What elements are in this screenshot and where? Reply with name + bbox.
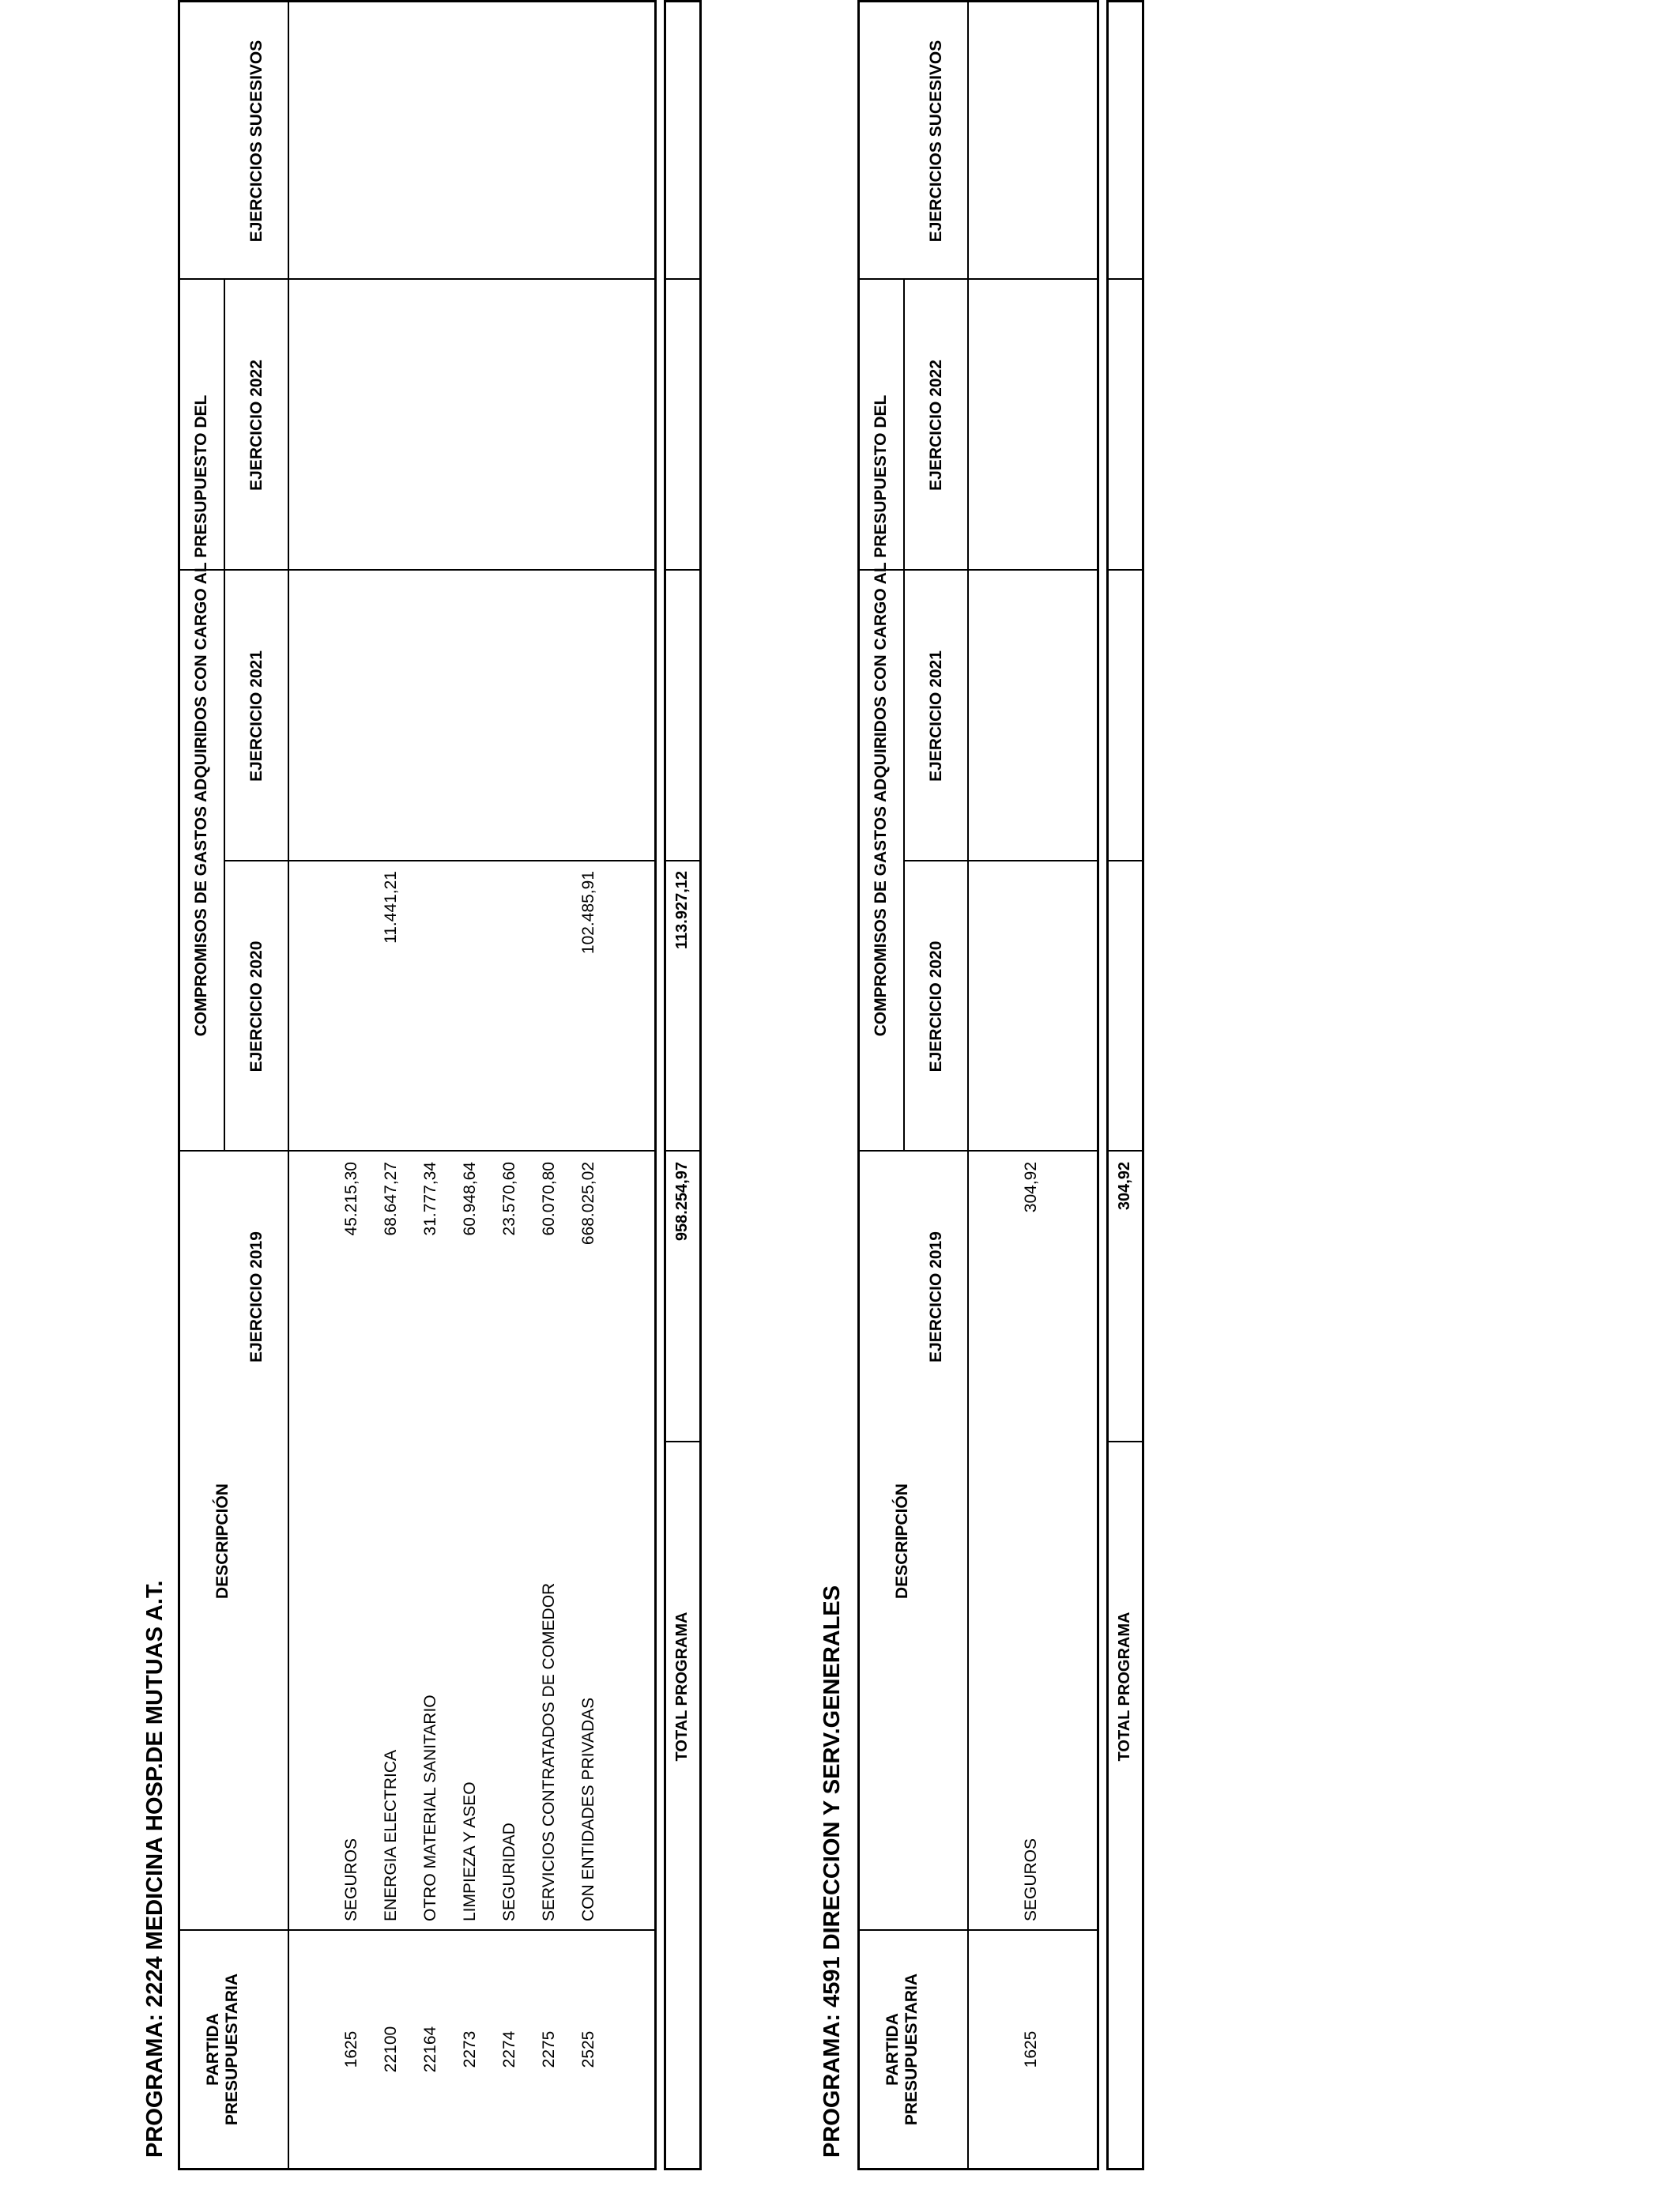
row-code: 2275 <box>540 2030 558 2068</box>
row-desc: OTRO MATERIAL SANITARIO <box>421 1695 439 1921</box>
header-partida: PARTIDA PRESUPUESTARIA <box>883 1973 921 2126</box>
row-e2020: 11.441,21 <box>382 871 400 944</box>
row-code: 22100 <box>382 2026 400 2073</box>
total-2019: 958.254,97 <box>673 1162 691 1242</box>
header-ej2021: EJERCICIO 2021 <box>927 650 945 782</box>
row-desc: SEGURIDAD <box>500 1823 518 1921</box>
row-code: 2273 <box>461 2030 479 2068</box>
header-ej2020: EJERCICIO 2020 <box>927 941 945 1072</box>
row-e2019: 45.215,30 <box>342 1162 360 1236</box>
row-e2020: 102.485,91 <box>579 871 597 955</box>
row-code: 2525 <box>579 2030 597 2068</box>
header-descripcion: DESCRIPCIÓN <box>893 1483 911 1599</box>
row-desc: LIMPIEZA Y ASEO <box>461 1781 479 1921</box>
header-ej2020: EJERCICIO 2020 <box>247 941 266 1072</box>
row-e2019: 68.647,27 <box>382 1162 400 1236</box>
programa-1-table <box>178 0 657 2170</box>
header-ej2019: EJERCICIO 2019 <box>247 1231 266 1363</box>
row-e2019: 60.070,80 <box>540 1162 558 1236</box>
row-code: 1625 <box>342 2030 360 2068</box>
header-partida: PARTIDA PRESUPUESTARIA <box>204 1973 241 2126</box>
row-e2019: 668.025,02 <box>579 1162 597 1246</box>
row-code: 22164 <box>421 2026 439 2073</box>
header-ej2022: EJERCICIO 2022 <box>927 360 945 491</box>
row-code: 2274 <box>500 2030 518 2068</box>
programa-2-title: PROGRAMA: 4591 DIRECCION Y SERV.GENERALES <box>819 1585 845 2158</box>
row-desc: SERVICIOS CONTRATADOS DE COMEDOR <box>540 1582 558 1921</box>
row-e2019: 31.777,34 <box>421 1162 439 1236</box>
row-e2019: 60.948,64 <box>461 1162 479 1236</box>
row-desc: SEGUROS <box>1022 1838 1040 1921</box>
total-2019: 304,92 <box>1116 1162 1133 1211</box>
row-desc: ENERGIA ELECTRICA <box>382 1749 400 1921</box>
header-ej2019: EJERCICIO 2019 <box>927 1231 945 1363</box>
programa-1-title: PROGRAMA: 2224 MEDICINA HOSP.DE MUTUAS A.T. <box>142 1580 168 2158</box>
total-label: TOTAL PROGRAMA <box>673 1612 691 1762</box>
header-descripcion: DESCRIPCIÓN <box>213 1483 232 1599</box>
header-compromisos: COMPROMISOS DE GASTOS ADQUIRIDOS CON CARGO AL PRESUPUESTO DEL <box>872 394 890 1037</box>
header-ej2021: EJERCICIO 2021 <box>247 650 266 782</box>
total-2020: 113.927,12 <box>673 871 691 949</box>
row-e2019: 304,92 <box>1022 1162 1040 1213</box>
total-label: TOTAL PROGRAMA <box>1116 1612 1133 1762</box>
header-compromisos: COMPROMISOS DE GASTOS ADQUIRIDOS CON CARGO AL PRESUPUESTO DEL <box>192 394 210 1037</box>
header-sucesivos: EJERCICIOS SUCESIVOS <box>927 40 945 243</box>
row-desc: SEGUROS <box>342 1838 360 1921</box>
header-sucesivos: EJERCICIOS SUCESIVOS <box>247 40 266 243</box>
header-ej2022: EJERCICIO 2022 <box>247 360 266 491</box>
row-e2019: 23.570,60 <box>500 1162 518 1236</box>
row-code: 1625 <box>1022 2030 1040 2068</box>
row-desc: CON ENTIDADES PRIVADAS <box>579 1697 597 1921</box>
programa-2-table <box>857 0 1099 2170</box>
programa-1-total-row <box>664 0 702 2170</box>
programa-2-total-row <box>1106 0 1144 2170</box>
